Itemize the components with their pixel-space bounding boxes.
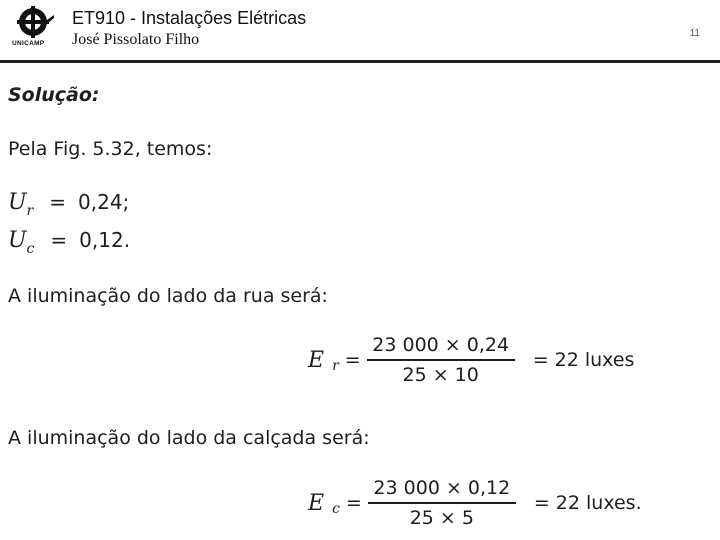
uc-value: 0,12. (79, 228, 131, 252)
solution-heading: Solução: (8, 84, 100, 106)
street-formula (308, 334, 634, 386)
course-title: ET910 - Instalações Elétricas (72, 8, 307, 28)
logo-text: UNICAMP (12, 40, 45, 47)
sidewalk-fraction (368, 477, 516, 529)
sidewalk-formula (308, 477, 642, 529)
solution-scan (0, 64, 720, 540)
ur-equals: = (49, 190, 67, 214)
ur-subscript: r (26, 203, 34, 219)
street-formula-symbol: E (308, 347, 325, 373)
header-divider (0, 60, 720, 63)
sidewalk-denominator: 25 × 5 (409, 507, 474, 529)
author-name: José Pissolato Filho (72, 31, 200, 48)
street-numerator: 23 000 × 0,24 (372, 334, 510, 356)
ur-symbol: U (8, 190, 27, 215)
page-number: 11 (689, 28, 700, 39)
uc-value-line (8, 228, 131, 257)
street-statement: A iluminação do lado da rua será: (8, 285, 328, 307)
sidewalk-numerator: 23 000 × 0,12 (373, 477, 511, 499)
street-result: = 22 luxes (532, 349, 635, 371)
sidewalk-statement: A iluminação do lado da calçada será: (8, 427, 370, 449)
sidewalk-formula-subscript: c (332, 501, 340, 517)
street-denominator: 25 × 10 (402, 364, 479, 386)
sidewalk-formula-symbol: E (308, 490, 325, 516)
ur-value-line (8, 190, 130, 219)
street-formula-equals: = (344, 349, 361, 371)
sidewalk-result: = 22 luxes. (533, 492, 642, 514)
ur-value: 0,24; (78, 190, 130, 214)
sidewalk-formula-equals: = (345, 492, 362, 514)
uc-symbol: U (8, 228, 27, 253)
street-formula-subscript: r (332, 358, 339, 374)
intro-text: Pela Fig. 5.32, temos: (8, 138, 213, 160)
uc-subscript: c (26, 241, 35, 257)
uc-equals: = (50, 228, 68, 252)
street-fraction (367, 334, 515, 386)
